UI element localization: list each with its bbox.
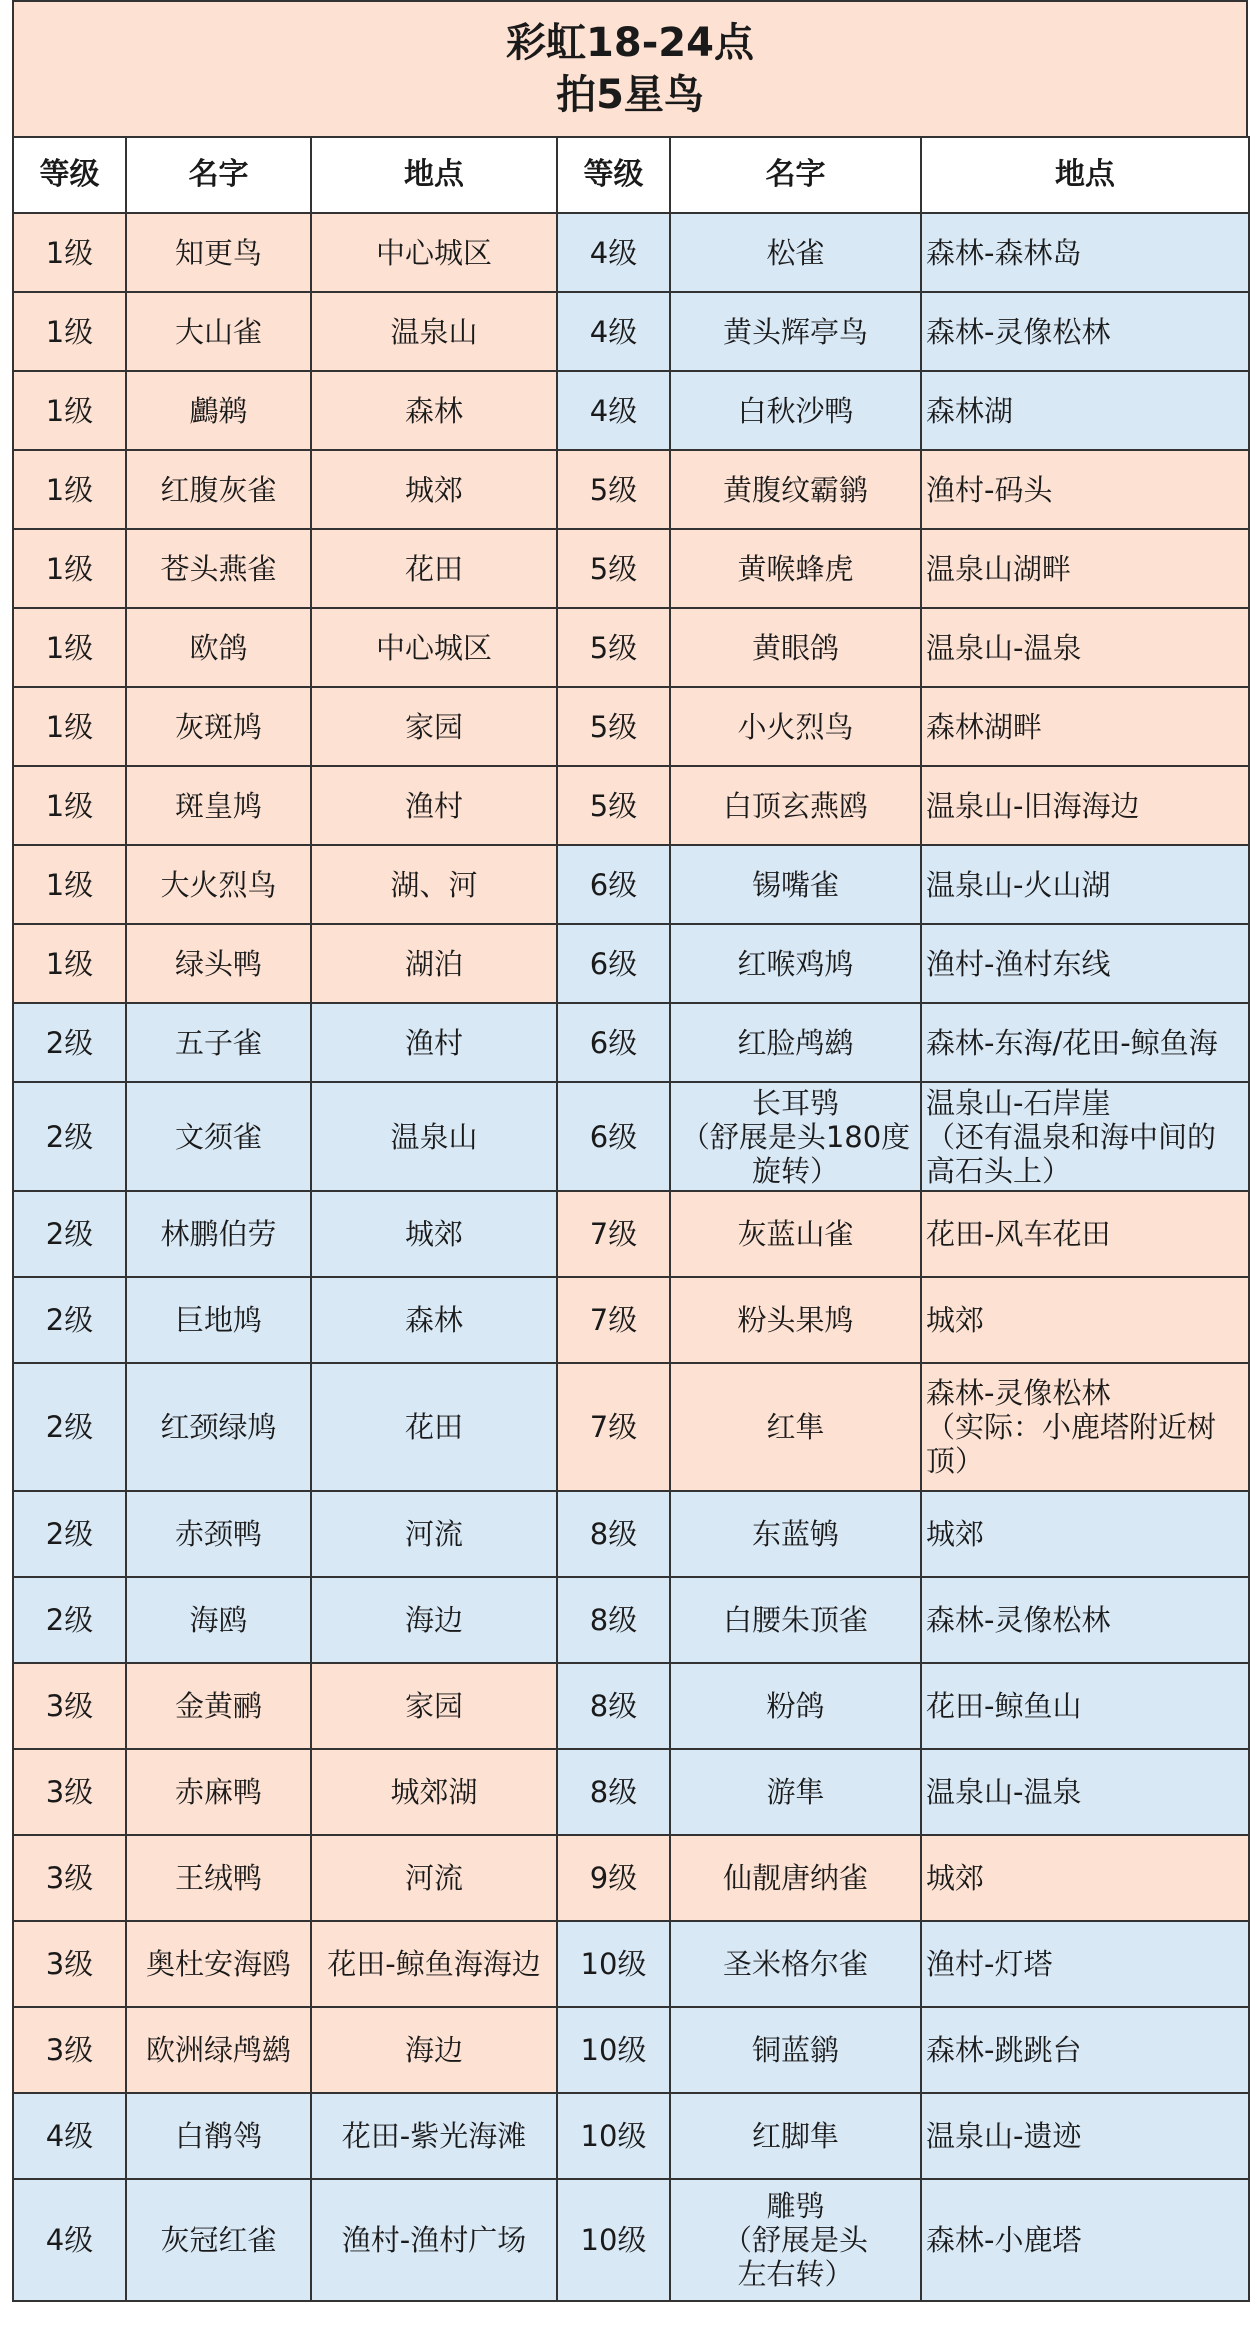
cell-level-left: 3级	[13, 2007, 126, 2093]
cell-name-right	[670, 1663, 921, 1749]
cell-level-right: 10级	[557, 1921, 670, 2007]
cell-text-line: 赤颈鸭	[174, 1517, 262, 1551]
cell-name-right	[670, 845, 921, 924]
cell-location-right	[921, 1491, 1249, 1577]
cell-level-right: 10级	[557, 2093, 670, 2179]
cell-name-right	[670, 766, 921, 845]
cell-text-line: 城郊	[404, 472, 463, 507]
header-location-right: 地点	[921, 137, 1249, 213]
cell-location-right	[921, 1363, 1249, 1491]
cell-text-line: 灰蓝山雀	[737, 1217, 854, 1251]
cell-name-left	[126, 1191, 311, 1277]
cell-level-left: 3级	[13, 1835, 126, 1921]
header-level-left: 等级	[13, 137, 126, 213]
cell-level-left: 1级	[13, 687, 126, 766]
table-row	[13, 2093, 1249, 2179]
cell-level-left: 2级	[13, 1491, 126, 1577]
title-line-2: 拍5星鸟	[556, 72, 704, 118]
bird-table-sheet	[12, 0, 1248, 2302]
cell-name-left	[126, 845, 311, 924]
cell-level-right: 6级	[557, 1082, 670, 1191]
cell-location-left	[311, 1363, 557, 1491]
cell-text-line: 林鹏伯劳	[160, 1217, 277, 1251]
cell-location-right	[921, 1663, 1249, 1749]
cell-text-line: 森林-灵像松林	[926, 314, 1111, 349]
cell-text-line: 渔村	[404, 788, 463, 823]
cell-name-left	[126, 1921, 311, 2007]
cell-location-left	[311, 1003, 557, 1082]
cell-text-line: 森林-东海/花田-鲸鱼海	[926, 1025, 1218, 1060]
cell-text-line: 大火烈鸟	[160, 867, 277, 902]
cell-level-right: 9级	[557, 1835, 670, 1921]
cell-text-line: 文须雀	[174, 1119, 262, 1154]
cell-location-left	[311, 1835, 557, 1921]
cell-location-left	[311, 1749, 557, 1835]
cell-text-line: 森林-跳跳台	[926, 2033, 1082, 2067]
cell-location-left	[311, 529, 557, 608]
cell-location-right	[921, 292, 1249, 371]
cell-text-line: 海边	[404, 2033, 463, 2067]
cell-text-line: 灰冠红雀	[160, 2223, 277, 2257]
cell-name-right	[670, 1082, 921, 1191]
cell-name-right	[670, 1363, 921, 1491]
cell-text-line: 花田	[404, 551, 463, 586]
cell-level-right: 8级	[557, 1663, 670, 1749]
title-line-1: 彩虹18-24点	[506, 20, 754, 66]
cell-level-left: 1级	[13, 924, 126, 1003]
cell-text-line: 渔村	[404, 1025, 463, 1060]
cell-level-right: 4级	[557, 371, 670, 450]
cell-level-right: 7级	[557, 1363, 670, 1491]
cell-text-line: 雕鸮	[766, 2189, 825, 2223]
cell-text-line: 斑皇鸠	[174, 788, 262, 823]
cell-level-right: 5级	[557, 766, 670, 845]
cell-text-line: 城郊	[926, 1517, 985, 1551]
cell-location-right	[921, 450, 1249, 529]
cell-level-right: 6级	[557, 1003, 670, 1082]
cell-name-right	[670, 1749, 921, 1835]
cell-name-left	[126, 2093, 311, 2179]
cell-name-right	[670, 1277, 921, 1363]
cell-level-right: 10级	[557, 2179, 670, 2301]
cell-level-right: 5级	[557, 687, 670, 766]
table-row	[13, 1749, 1249, 1835]
cell-location-left	[311, 2179, 557, 2301]
cell-text-line: 森林湖畔	[926, 709, 1043, 744]
cell-level-left: 1级	[13, 213, 126, 292]
cell-location-left	[311, 2093, 557, 2179]
cell-text-line: 渔村-码头	[926, 472, 1053, 507]
cell-location-left	[311, 766, 557, 845]
cell-location-right	[921, 1277, 1249, 1363]
cell-text-line: 欧鸽	[189, 630, 248, 665]
cell-name-right	[670, 1921, 921, 2007]
cell-text-line: 温泉山湖畔	[926, 551, 1072, 586]
cell-level-left: 2级	[13, 1003, 126, 1082]
cell-text-line: 森林	[404, 1303, 463, 1337]
cell-text-line: 顶）	[926, 1444, 985, 1478]
table-row	[13, 924, 1249, 1003]
cell-level-right: 6级	[557, 924, 670, 1003]
cell-location-left	[311, 1921, 557, 2007]
header-row	[13, 137, 1249, 213]
cell-level-right: 4级	[557, 292, 670, 371]
cell-location-left	[311, 1277, 557, 1363]
table-body	[13, 213, 1249, 2301]
cell-name-left	[126, 292, 311, 371]
cell-location-right	[921, 845, 1249, 924]
cell-name-left	[126, 1277, 311, 1363]
cell-name-left	[126, 371, 311, 450]
cell-location-left	[311, 1577, 557, 1663]
cell-text-line: 温泉山-火山湖	[926, 867, 1111, 902]
cell-text-line: 白秋沙鸭	[737, 393, 854, 428]
cell-text-line: 花田	[404, 1410, 463, 1444]
cell-text-line: 红颈绿鸠	[160, 1410, 277, 1444]
cell-name-left	[126, 1003, 311, 1082]
cell-level-left: 2级	[13, 1191, 126, 1277]
cell-location-left	[311, 1082, 557, 1191]
table-row	[13, 371, 1249, 450]
cell-location-right	[921, 1577, 1249, 1663]
cell-location-right	[921, 2179, 1249, 2301]
cell-name-right	[670, 608, 921, 687]
header-level-right: 等级	[557, 137, 670, 213]
cell-text-line: 红腹灰雀	[160, 472, 277, 507]
cell-location-right	[921, 924, 1249, 1003]
cell-text-line: 铜蓝鹟	[751, 2033, 839, 2067]
title-banner	[12, 0, 1248, 136]
cell-text-line: 旋转）	[751, 1153, 839, 1188]
cell-text-line: 湖、河	[390, 867, 478, 902]
cell-text-line: 黄眼鸽	[751, 630, 839, 665]
cell-level-right: 5级	[557, 529, 670, 608]
cell-location-right	[921, 371, 1249, 450]
cell-name-right	[670, 371, 921, 450]
cell-name-right	[670, 1191, 921, 1277]
cell-text-line: 左右转）	[737, 2257, 854, 2291]
cell-text-line: 城郊	[404, 1217, 463, 1251]
cell-level-right: 6级	[557, 845, 670, 924]
table-row	[13, 2179, 1249, 2301]
cell-name-right	[670, 1577, 921, 1663]
cell-location-right	[921, 1749, 1249, 1835]
cell-name-left	[126, 1363, 311, 1491]
cell-level-left: 1级	[13, 450, 126, 529]
cell-location-right	[921, 1921, 1249, 2007]
cell-text-line: 王绒鸭	[174, 1861, 262, 1895]
cell-text-line: 粉头果鸠	[737, 1303, 854, 1337]
cell-name-right	[670, 2093, 921, 2179]
cell-name-left	[126, 450, 311, 529]
cell-text-line: 知更鸟	[174, 235, 262, 270]
cell-text-line: 奥杜安海鸥	[145, 1947, 291, 1981]
cell-text-line: 温泉山-温泉	[926, 630, 1082, 665]
cell-level-right: 5级	[557, 608, 670, 687]
cell-level-right: 4级	[557, 213, 670, 292]
table-row	[13, 1577, 1249, 1663]
cell-text-line: 红脸鸬鹚	[737, 1025, 854, 1060]
cell-name-left	[126, 608, 311, 687]
cell-location-right	[921, 2007, 1249, 2093]
cell-text-line: 花田-风车花田	[926, 1217, 1111, 1251]
cell-text-line: 东蓝鸲	[751, 1517, 839, 1551]
cell-level-left: 1级	[13, 371, 126, 450]
cell-location-left	[311, 924, 557, 1003]
cell-text-line: 温泉山-旧海海边	[926, 788, 1140, 823]
cell-text-line: 长耳鸮	[751, 1085, 839, 1120]
cell-level-left: 4级	[13, 2093, 126, 2179]
cell-text-line: 花田-紫光海滩	[341, 2119, 527, 2153]
cell-name-left	[126, 213, 311, 292]
table-row	[13, 1003, 1249, 1082]
cell-name-left	[126, 2007, 311, 2093]
cell-name-left	[126, 924, 311, 1003]
cell-name-right	[670, 1835, 921, 1921]
cell-text-line: 渔村-渔村东线	[926, 946, 1111, 981]
table-row	[13, 845, 1249, 924]
cell-name-left	[126, 687, 311, 766]
cell-level-left: 2级	[13, 1082, 126, 1191]
cell-text-line: 仙靓唐纳雀	[722, 1861, 868, 1895]
cell-text-line: 粉鸽	[766, 1689, 825, 1723]
cell-name-right	[670, 213, 921, 292]
table-row	[13, 1277, 1249, 1363]
cell-location-left	[311, 687, 557, 766]
cell-text-line: 松雀	[766, 235, 825, 270]
cell-text-line: 鸕鹈	[189, 393, 248, 428]
cell-text-line: 温泉山-遗迹	[926, 2119, 1082, 2153]
cell-name-left	[126, 1082, 311, 1191]
cell-text-line: 中心城区	[375, 235, 492, 270]
cell-text-line: 赤麻鸭	[174, 1775, 262, 1809]
cell-location-left	[311, 292, 557, 371]
cell-name-right	[670, 1491, 921, 1577]
cell-name-left	[126, 1835, 311, 1921]
cell-text-line: 城郊湖	[390, 1775, 478, 1809]
cell-text-line: 中心城区	[375, 630, 492, 665]
cell-name-right	[670, 687, 921, 766]
cell-text-line: 高石头上）	[926, 1153, 1072, 1188]
cell-text-line: 城郊	[926, 1861, 985, 1895]
cell-name-right	[670, 292, 921, 371]
cell-text-line: 温泉山-石岸崖	[926, 1085, 1111, 1120]
cell-text-line: 花田-鲸鱼海海边	[327, 1947, 541, 1981]
cell-text-line: 渔村-灯塔	[926, 1947, 1053, 1981]
cell-text-line: 大山雀	[174, 314, 262, 349]
table-row	[13, 1491, 1249, 1577]
cell-level-left: 3级	[13, 1921, 126, 2007]
cell-level-left: 1级	[13, 529, 126, 608]
cell-text-line: 河流	[404, 1517, 463, 1551]
cell-level-left: 1级	[13, 845, 126, 924]
cell-name-right	[670, 2007, 921, 2093]
cell-location-right	[921, 687, 1249, 766]
table-row	[13, 1082, 1249, 1191]
cell-text-line: 城郊	[926, 1303, 985, 1337]
cell-name-right	[670, 450, 921, 529]
table-row	[13, 2007, 1249, 2093]
cell-name-left	[126, 529, 311, 608]
cell-level-right: 7级	[557, 1191, 670, 1277]
header-name-right: 名字	[670, 137, 921, 213]
cell-text-line: 森林湖	[926, 393, 1014, 428]
cell-text-line: 红喉鸡鸠	[737, 946, 854, 981]
cell-text-line: 欧洲绿鸬鹚	[145, 2033, 291, 2067]
table-row	[13, 766, 1249, 845]
cell-text-line: 白顶玄燕鸥	[722, 788, 868, 823]
cell-text-line: 森林	[404, 393, 463, 428]
cell-level-left: 4级	[13, 2179, 126, 2301]
header-name-left: 名字	[126, 137, 311, 213]
cell-name-left	[126, 2179, 311, 2301]
cell-location-left	[311, 2007, 557, 2093]
cell-text-line: （舒展是头	[722, 2223, 868, 2257]
cell-text-line: 海鸥	[189, 1603, 248, 1637]
cell-level-right: 5级	[557, 450, 670, 529]
cell-level-left: 1级	[13, 766, 126, 845]
cell-text-line: 森林-森林岛	[926, 235, 1082, 270]
cell-level-right: 10级	[557, 2007, 670, 2093]
cell-location-left	[311, 1663, 557, 1749]
cell-text-line: 小火烈鸟	[737, 709, 854, 744]
table-row	[13, 450, 1249, 529]
cell-name-left	[126, 1577, 311, 1663]
cell-location-right	[921, 1191, 1249, 1277]
cell-location-left	[311, 845, 557, 924]
cell-text-line: 游隼	[766, 1775, 825, 1809]
cell-text-line: 红脚隼	[751, 2119, 839, 2153]
cell-name-right	[670, 2179, 921, 2301]
cell-text-line: 湖泊	[404, 946, 463, 981]
table-row	[13, 213, 1249, 292]
cell-text-line: 白腰朱顶雀	[722, 1603, 868, 1637]
cell-text-line: 河流	[404, 1861, 463, 1895]
table-row	[13, 608, 1249, 687]
cell-name-left	[126, 1663, 311, 1749]
cell-level-left: 2级	[13, 1577, 126, 1663]
cell-text-line: 海边	[404, 1603, 463, 1637]
cell-text-line: 红隼	[766, 1410, 825, 1444]
cell-location-left	[311, 450, 557, 529]
cell-level-right: 8级	[557, 1491, 670, 1577]
cell-location-left	[311, 371, 557, 450]
table-row	[13, 1191, 1249, 1277]
cell-location-right	[921, 608, 1249, 687]
table-row	[13, 292, 1249, 371]
cell-level-left: 3级	[13, 1663, 126, 1749]
cell-level-left: 3级	[13, 1749, 126, 1835]
cell-text-line: 花田-鲸鱼山	[926, 1689, 1082, 1723]
cell-location-left	[311, 1191, 557, 1277]
cell-text-line: 苍头燕雀	[160, 551, 277, 586]
cell-text-line: （还有温泉和海中间的	[926, 1119, 1217, 1154]
cell-text-line: 黄喉蜂虎	[737, 551, 854, 586]
table-row	[13, 687, 1249, 766]
cell-text-line: 温泉山-温泉	[926, 1775, 1082, 1809]
cell-name-right	[670, 924, 921, 1003]
cell-text-line: 家园	[404, 709, 463, 744]
cell-location-left	[311, 213, 557, 292]
cell-location-right	[921, 529, 1249, 608]
cell-location-left	[311, 608, 557, 687]
cell-text-line: 黄头辉亭鸟	[722, 314, 868, 349]
cell-text-line: 圣米格尔雀	[722, 1947, 868, 1981]
cell-text-line: （舒展是头180度	[680, 1119, 911, 1154]
cell-text-line: 森林-小鹿塔	[926, 2223, 1082, 2257]
cell-text-line: 家园	[404, 1689, 463, 1723]
bird-table	[12, 136, 1250, 2302]
table-row	[13, 1835, 1249, 1921]
table-row	[13, 1921, 1249, 2007]
cell-text-line: 五子雀	[174, 1025, 262, 1060]
cell-text-line: 森林-灵像松林	[926, 1376, 1111, 1410]
cell-level-left: 1级	[13, 608, 126, 687]
cell-location-right	[921, 1003, 1249, 1082]
cell-location-right	[921, 213, 1249, 292]
cell-name-right	[670, 1003, 921, 1082]
cell-text-line: 灰斑鸠	[174, 709, 262, 744]
cell-text-line: 巨地鸠	[174, 1303, 262, 1337]
table-row	[13, 1363, 1249, 1491]
cell-text-line: 黄腹纹霸鹟	[722, 472, 868, 507]
cell-location-left	[311, 1491, 557, 1577]
cell-text-line: 金黄鹂	[174, 1689, 262, 1723]
header-location-left: 地点	[311, 137, 557, 213]
cell-level-right: 8级	[557, 1749, 670, 1835]
cell-text-line: 森林-灵像松林	[926, 1603, 1111, 1637]
cell-text-line: 锡嘴雀	[751, 867, 839, 902]
cell-name-left	[126, 766, 311, 845]
cell-level-left: 1级	[13, 292, 126, 371]
cell-location-right	[921, 1082, 1249, 1191]
table-row	[13, 529, 1249, 608]
cell-location-right	[921, 766, 1249, 845]
cell-location-right	[921, 2093, 1249, 2179]
cell-text-line: 渔村-渔村广场	[341, 2223, 527, 2257]
cell-text-line: （实际：小鹿塔附近树	[926, 1410, 1217, 1444]
cell-level-right: 8级	[557, 1577, 670, 1663]
cell-level-left: 2级	[13, 1363, 126, 1491]
cell-name-right	[670, 529, 921, 608]
cell-text-line: 绿头鸭	[174, 946, 262, 981]
cell-level-left: 2级	[13, 1277, 126, 1363]
cell-name-left	[126, 1491, 311, 1577]
cell-level-right: 7级	[557, 1277, 670, 1363]
cell-name-left	[126, 1749, 311, 1835]
table-row	[13, 1663, 1249, 1749]
cell-text-line: 温泉山	[390, 1119, 478, 1154]
cell-text-line: 温泉山	[390, 314, 478, 349]
cell-location-right	[921, 1835, 1249, 1921]
cell-text-line: 白鹡鸰	[174, 2119, 262, 2153]
